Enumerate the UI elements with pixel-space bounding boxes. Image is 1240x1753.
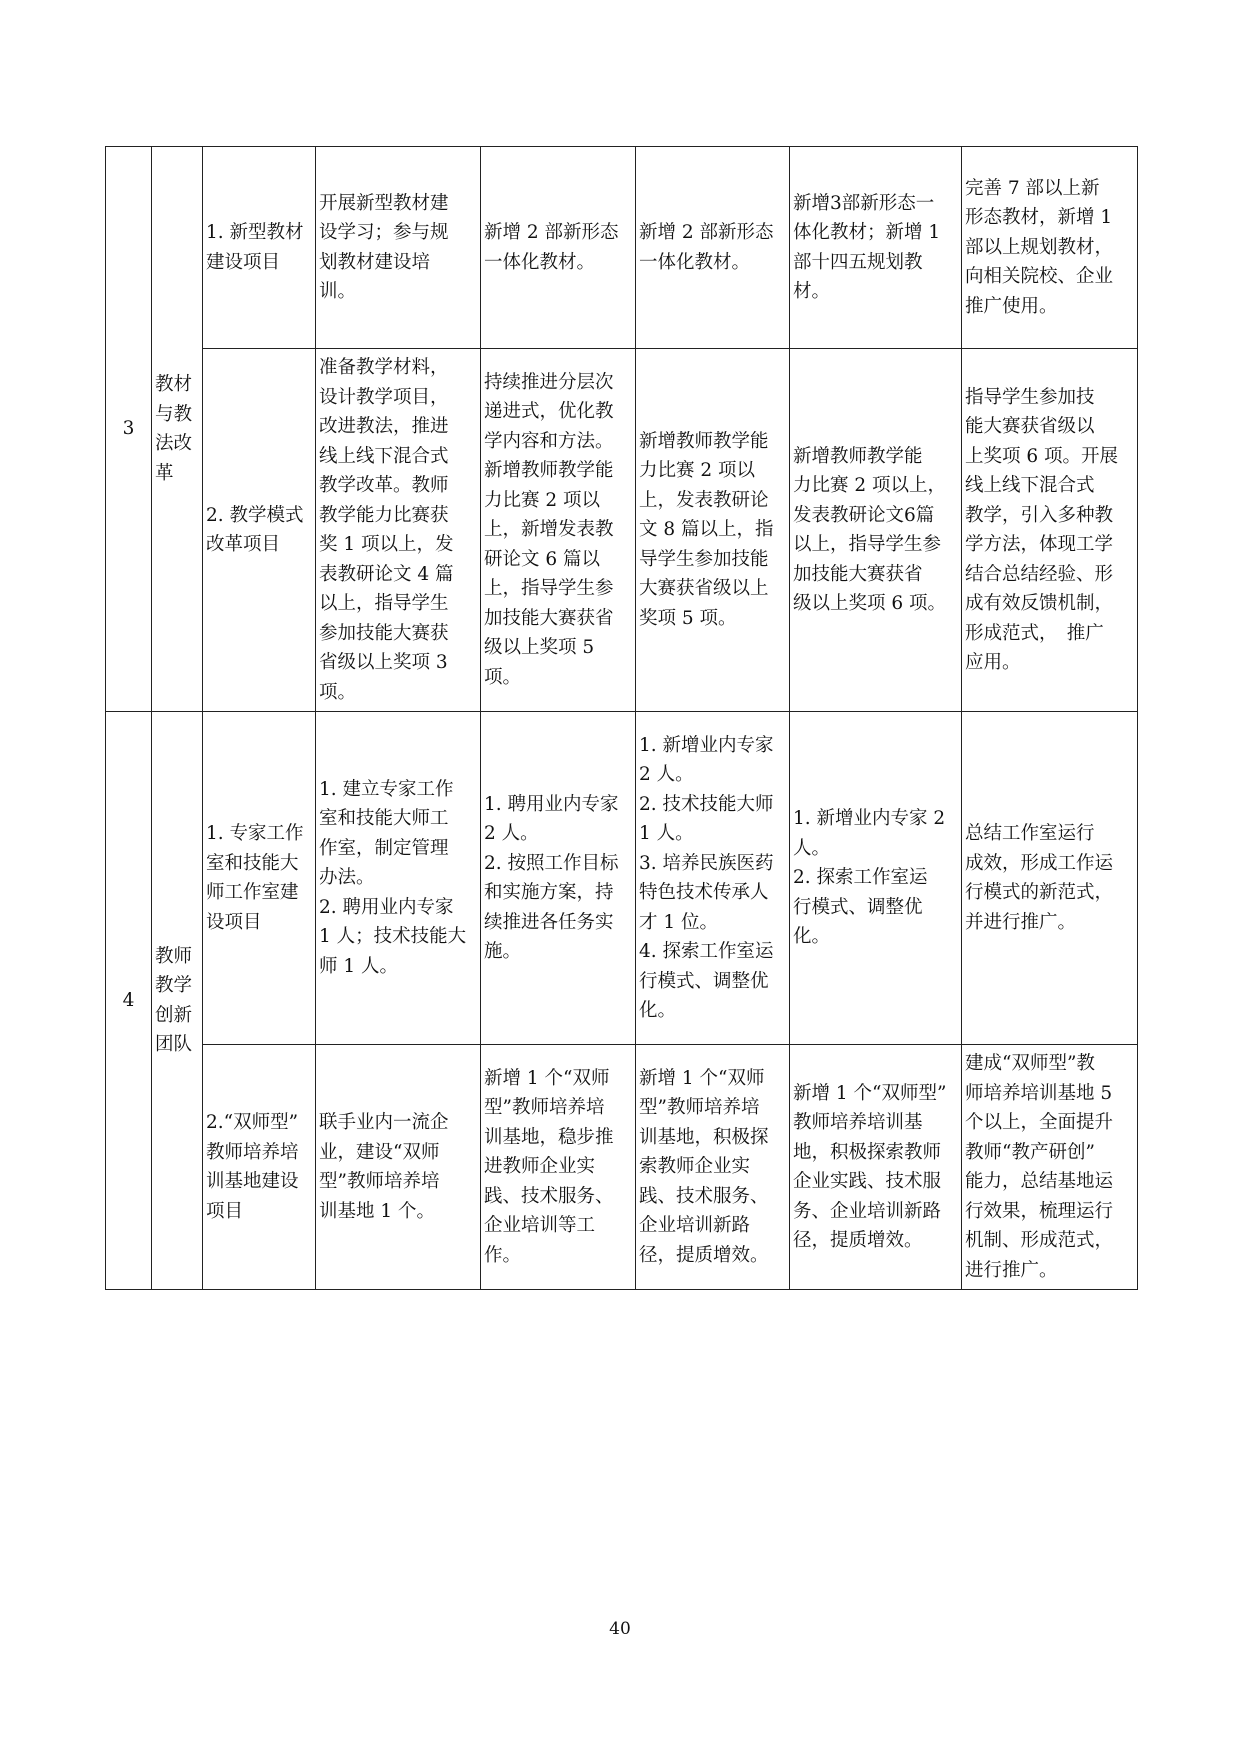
plan-cell: 1. 聘用业内专家 2 人。 2. 按照工作目标 和实施方案，持 续推进各任务实 施。 bbox=[481, 712, 636, 1045]
plan-cell: 新增 2 部新形态 一体化教材。 bbox=[481, 147, 636, 349]
plan-cell: 新增3部新形态一 体化教材；新增 1 部十四五规划教 材。 bbox=[790, 147, 962, 349]
plan-cell: 1. 新增业内专家 2 人。 2. 技术技能大师 1 人。 3. 培养民族医药 特色技术传承人 才 1 位。 4. 探索工作室运 行模式、调整优 化。 bbox=[636, 712, 790, 1045]
page-number: 40 bbox=[609, 1619, 631, 1639]
project-name: 1. 专家工作 室和技能大 师工作室建 设项目 bbox=[203, 712, 316, 1045]
plan-cell: 持续推进分层次 递进式，优化教 学内容和方法。 新增教师教学能 力比赛 2 项以 上，新增发表教 研论文 6 篇以 上，指导学生参 加技能大赛获省 级以上奖项 5 项。 bbox=[481, 349, 636, 712]
plan-cell: 新增 1 个“双师 型”教师培养培 训基地，稳步推 进教师企业实 践、技术服务、 企业培训等工 作。 bbox=[481, 1045, 636, 1290]
construction-plan-table bbox=[105, 146, 1138, 1290]
category-cell: 教师 教学 创新 团队 bbox=[152, 712, 203, 1290]
plan-cell: 1. 建立专家工作 室和技能大师工 作室，制定管理 办法。 2. 聘用业内专家 1 人；技术技能大 师 1 人。 bbox=[316, 712, 481, 1045]
table-row bbox=[106, 349, 1138, 712]
plan-cell: 建成“双师型”教 师培养培训基地 5 个以上，全面提升 教师“教产研创” 能力，总结基地运 行效果，梳理运行 机制、形成范式， 进行推广。 bbox=[962, 1045, 1138, 1290]
table-row bbox=[106, 712, 1138, 1045]
plan-cell: 新增教师教学能 力比赛 2 项以上， 发表教研论文6篇 以上，指导学生参 加技能大赛获省 级以上奖项 6 项。 bbox=[790, 349, 962, 712]
project-name: 1. 新型教材 建设项目 bbox=[203, 147, 316, 349]
project-name: 2.“双师型” 教师培养培 训基地建设 项目 bbox=[203, 1045, 316, 1290]
plan-cell: 新增 1 个“双师型” 教师培养培训基 地，积极探索教师 企业实践、技术服 务、企业培训新路 径，提质增效。 bbox=[790, 1045, 962, 1290]
plan-cell: 新增教师教学能 力比赛 2 项以 上，发表教研论 文 8 篇以上，指 导学生参加技能 大赛获省级以上 奖项 5 项。 bbox=[636, 349, 790, 712]
plan-cell: 准备教学材料， 设计教学项目， 改进教法，推进 线上线下混合式 教学改革。教师 教学能力比赛获 奖 1 项以上，发 表教研论文 4 篇 以上，指导学生 参加技能大赛获 省级以上奖项 3 项。 bbox=[316, 349, 481, 712]
plan-cell: 指导学生参加技 能大赛获省级以 上奖项 6 项。开展 线上线下混合式 教学，引入多种教 学方法，体现工学 结合总结经验、形 成有效反馈机制， 形成范式， 推广 应用。 bbox=[962, 349, 1138, 712]
sequence-number: 4 bbox=[106, 712, 152, 1290]
plan-cell: 新增 1 个“双师 型”教师培养培 训基地，积极探 索教师企业实 践、技术服务、 企业培训新路 径，提质增效。 bbox=[636, 1045, 790, 1290]
project-name: 2. 教学模式 改革项目 bbox=[203, 349, 316, 712]
plan-cell: 1. 新增业内专家 2 人。 2. 探索工作室运 行模式、调整优 化。 bbox=[790, 712, 962, 1045]
plan-cell: 开展新型教材建 设学习；参与规 划教材建设培 训。 bbox=[316, 147, 481, 349]
table-row bbox=[106, 1045, 1138, 1290]
plan-cell: 新增 2 部新形态 一体化教材。 bbox=[636, 147, 790, 349]
table-row bbox=[106, 147, 1138, 349]
plan-cell: 总结工作室运行 成效，形成工作运 行模式的新范式， 并进行推广。 bbox=[962, 712, 1138, 1045]
plan-cell: 联手业内一流企 业，建设“双师 型”教师培养培 训基地 1 个。 bbox=[316, 1045, 481, 1290]
sequence-number: 3 bbox=[106, 147, 152, 712]
plan-cell: 完善 7 部以上新 形态教材，新增 1 部以上规划教材， 向相关院校、企业 推广使用。 bbox=[962, 147, 1138, 349]
category-cell: 教材 与教 法改 革 bbox=[152, 147, 203, 712]
